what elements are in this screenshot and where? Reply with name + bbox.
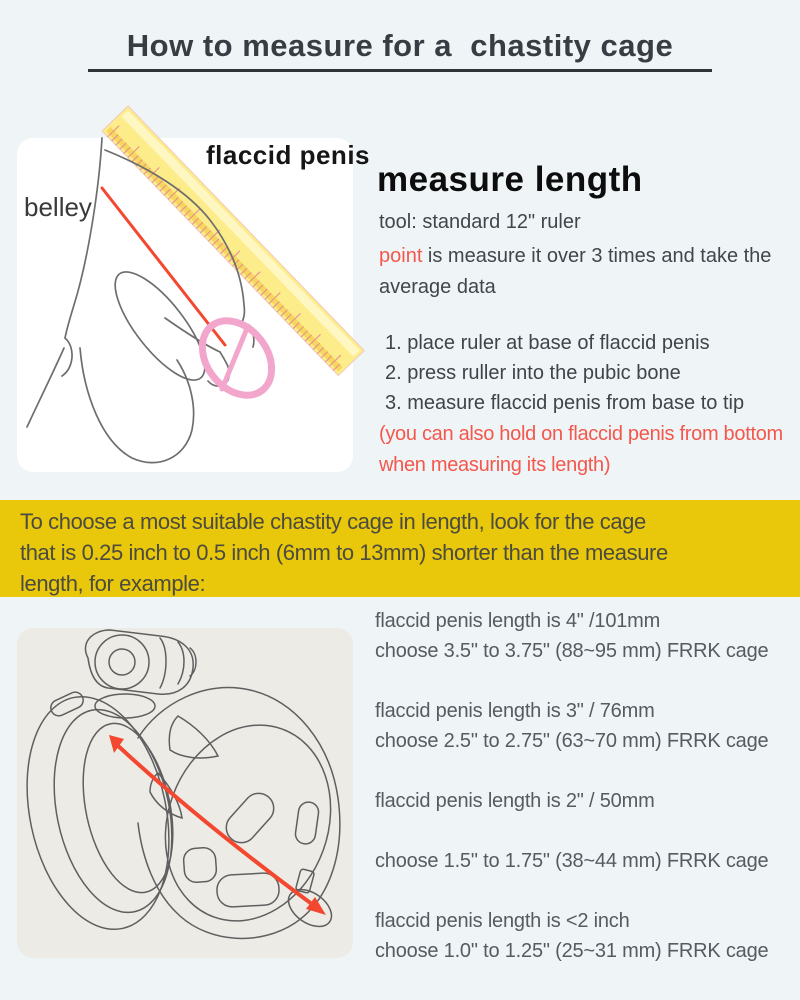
- point-line-2: average data: [379, 276, 496, 298]
- tool-line: tool: standard 12" ruler: [379, 211, 581, 233]
- size-guide-block-1: [375, 606, 768, 666]
- banner-line-2: that is 0.25 inch to 0.5 inch (6mm to 13mm) shorter than the measure: [20, 540, 668, 565]
- cage-diagram: [10, 618, 366, 968]
- point-word: point: [379, 245, 423, 267]
- step-1: 1. place ruler at base of flaccid penis: [385, 332, 710, 354]
- note-line-2: when measuring its length): [379, 454, 611, 476]
- point-rest: is measure it over 3 times and take the: [422, 245, 772, 267]
- step-3: 3. measure flaccid penis from base to tip: [385, 392, 745, 414]
- note-line-1: (you can also hold on flaccid penis from bottom: [379, 423, 783, 445]
- title-underline: [88, 69, 712, 72]
- size-line: choose 3.5" to 3.75" (88~95 mm) FRRK cage: [375, 640, 769, 662]
- point-line-1: [379, 241, 771, 272]
- label-flaccid-penis: flaccid penis: [206, 140, 370, 170]
- size-line: flaccid penis length is 2" / 50mm: [375, 790, 655, 812]
- banner-line-3: length, for example:: [20, 571, 206, 596]
- size-line: choose 2.5" to 2.75" (63~70 mm) FRRK cage: [375, 730, 769, 752]
- measure-length-heading: measure length: [377, 160, 643, 199]
- size-guide-block-2: [375, 696, 768, 756]
- highlight-banner: [0, 500, 800, 597]
- size-line: choose 1.0" to 1.25" (25~31 mm) FRRK cage: [375, 940, 769, 962]
- cage-card: [17, 628, 353, 958]
- page-title: How to measure for a chastity cage: [126, 28, 674, 63]
- size-line: flaccid penis length is <2 inch: [375, 910, 630, 932]
- size-guide-block-5: [375, 906, 768, 966]
- measure-note: [379, 419, 783, 481]
- size-line: choose 1.5" to 1.75" (38~44 mm) FRRK cage: [375, 850, 769, 872]
- measure-steps: [385, 328, 744, 418]
- size-line: flaccid penis length is 4" /101mm: [375, 610, 661, 632]
- banner-line-1: To choose a most suitable chastity cage in length, look for the cage: [20, 509, 646, 534]
- size-line: flaccid penis length is 3" / 76mm: [375, 700, 655, 722]
- step-2: 2. press ruller into the pubic bone: [385, 362, 681, 384]
- point-line: [379, 241, 771, 303]
- label-belly: belley: [24, 192, 92, 222]
- size-guide-block-3: [375, 786, 655, 816]
- size-guide-block-4: [375, 846, 768, 876]
